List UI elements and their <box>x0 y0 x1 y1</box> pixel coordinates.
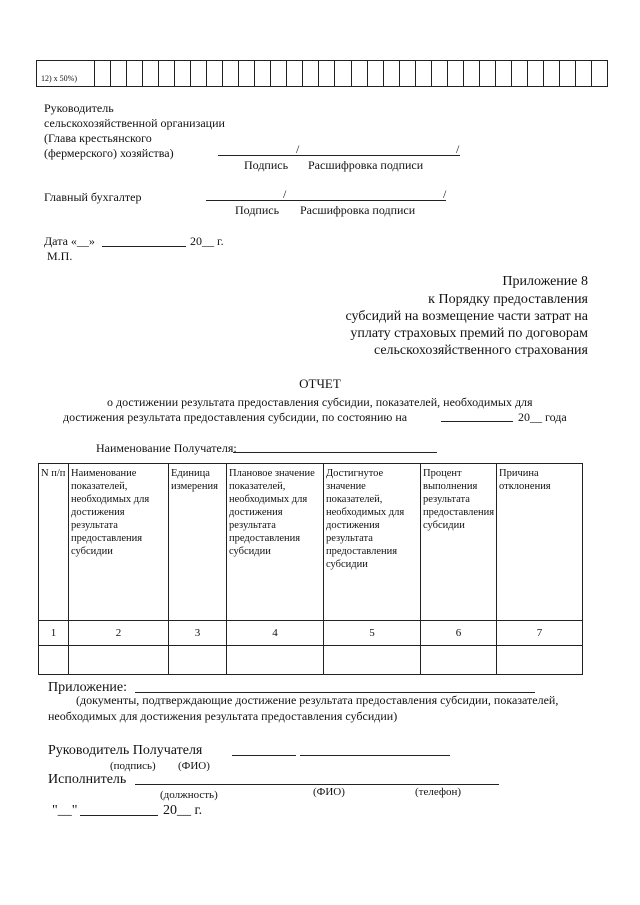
report-year: 20__ года <box>518 410 567 424</box>
report-line-1: о достижении результата предоставления субсидии, показателей, необходимых для <box>107 395 533 409</box>
header-cell: Достигнутое значение показателей, необходимых для достижения результата предоставления субсидии <box>324 464 421 621</box>
stamp-label: М.П. <box>47 249 73 263</box>
header-cell: N п/п <box>39 464 69 621</box>
attachment-label: Приложение: <box>48 680 128 695</box>
table-number-row <box>39 621 583 646</box>
accountant-signature-caption: Подпись <box>235 203 280 217</box>
head-line-3: (Глава крестьянского <box>44 131 152 145</box>
head-sign-caption: (подпись) <box>110 760 156 772</box>
appendix-line-2: к Порядку предоставления <box>428 292 588 307</box>
report-date-line <box>441 421 513 422</box>
appendix-line-4: уплату страховых премий по договорам <box>350 326 588 341</box>
number-cell: 2 <box>69 621 169 646</box>
head-line-4: (фермерского) хозяйства) <box>44 146 174 160</box>
recipient-label: Наименование Получателя: <box>96 441 237 455</box>
head-sign-line <box>232 755 296 756</box>
head-decoding-caption: Расшифровка подписи <box>308 158 424 172</box>
number-cell: 7 <box>497 621 583 646</box>
number-cell: 4 <box>227 621 324 646</box>
table-header-row <box>39 464 583 621</box>
number-cell: 1 <box>39 621 69 646</box>
report-line-2: достижения результата предоставления субсидии, по состоянию на <box>63 410 408 424</box>
head-line-1: Руководитель <box>44 101 114 115</box>
accountant-signature-line <box>206 200 446 201</box>
number-cell: 6 <box>421 621 497 646</box>
accountant-slash-end: / <box>443 187 447 201</box>
recipient-line <box>233 452 437 453</box>
top-strip-table <box>36 60 608 87</box>
executor-label: Исполнитель <box>48 772 127 787</box>
header-cell: Процент выполнения результата предоставления субсидии <box>421 464 497 621</box>
head-slash: / <box>296 142 300 156</box>
top-strip-first-cell: 12) x 50%) <box>37 61 95 86</box>
head-line-2: сельскохозяйственной организации <box>44 116 225 130</box>
appendix-line-5: сельскохозяйственного страхования <box>373 343 588 358</box>
exec-phone-caption: (телефон) <box>415 786 462 798</box>
number-cell: 5 <box>324 621 421 646</box>
attachment-note-2: необходимых для достижения результата предоставления субсидии) <box>48 709 398 723</box>
recipient-head-label: Руководитель Получателя <box>48 743 203 758</box>
chief-accountant-label: Главный бухгалтер <box>44 190 142 204</box>
date-prefix: Дата «__» <box>44 234 95 248</box>
number-cell: 3 <box>169 621 227 646</box>
executor-line <box>135 784 499 785</box>
header-cell: Наименование показателей, необходимых для достижения результата предоставления субсидии <box>69 464 169 621</box>
header-cell: Причина отклонения <box>497 464 583 621</box>
report-table <box>38 463 583 675</box>
table-empty-row <box>39 646 583 675</box>
header-cell: Единица измерения <box>169 464 227 621</box>
accountant-decoding-caption: Расшифровка подписи <box>300 203 416 217</box>
head-fio-line <box>300 755 450 756</box>
date-year: 20__ г. <box>190 234 224 248</box>
exec-position-caption: (должность) <box>160 789 218 801</box>
head-slash-end: / <box>456 142 460 156</box>
footer-date-quotes: "__" <box>52 803 78 818</box>
exec-fio-caption: (ФИО) <box>313 786 345 798</box>
head-signature-line <box>218 155 460 156</box>
date-line <box>102 246 186 247</box>
appendix-line-1: Приложение 8 <box>502 274 588 289</box>
head-signature-caption: Подпись <box>244 158 289 172</box>
header-cell: Плановое значение показателей, необходимых для достижения результата предоставления субсидии <box>227 464 324 621</box>
accountant-slash: / <box>283 187 287 201</box>
report-title: ОТЧЕТ <box>299 376 341 391</box>
footer-date-year: 20__ г. <box>163 803 203 818</box>
appendix-line-3: субсидий на возмещение части затрат на <box>345 309 588 324</box>
attachment-note-1: (документы, подтверждающие достижение результата предоставления субсидии, показателей, <box>76 693 559 707</box>
footer-date-line <box>80 815 158 816</box>
head-fio-caption: (ФИО) <box>178 760 210 772</box>
